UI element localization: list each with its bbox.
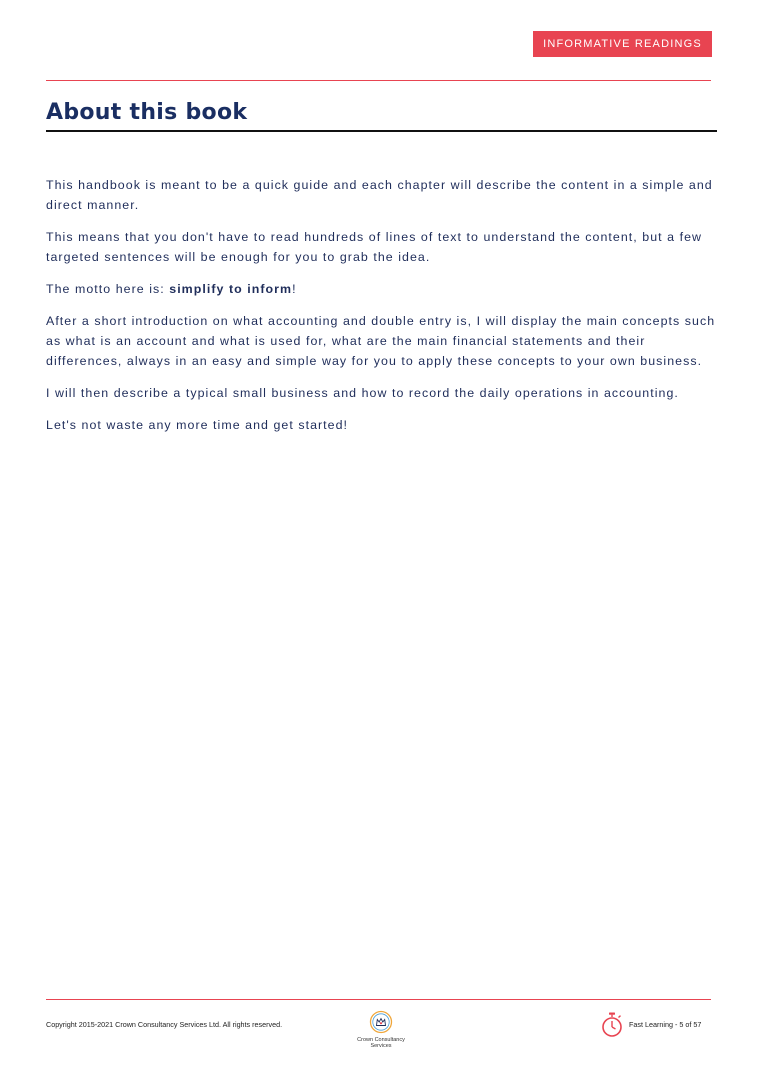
- paragraph: This handbook is meant to be a quick guide and each chapter will describe the content in a simple and direct manner.: [46, 178, 713, 212]
- section-badge-label: INFORMATIVE READINGS: [543, 38, 702, 50]
- footer-divider: [46, 999, 711, 1000]
- section-badge: [533, 31, 712, 57]
- motto-paragraph: [46, 279, 716, 299]
- company-logo: [354, 1010, 408, 1049]
- paragraph: I will then describe a typical small business and how to record the daily operations in accounting.: [46, 386, 679, 400]
- page-number: Fast Learning - 5 of 57: [629, 1020, 702, 1029]
- logo-text: [354, 1037, 408, 1049]
- page-title: About this book: [46, 100, 248, 125]
- motto-suffix: !: [292, 282, 297, 296]
- crown-consultancy-logo-icon: [369, 1010, 393, 1034]
- stopwatch-icon: [601, 1012, 623, 1043]
- paragraph: After a short introduction on what accounting and double entry is, I will display the main concepts such as what is an account and what is used for, what are the main financial statements and their differences, always in an easy and simple way for you to apply these concepts to your own business.: [46, 314, 716, 368]
- copyright-notice: Copyright 2015-2021 Crown Consultancy Services Ltd. All rights reserved.: [46, 1020, 283, 1029]
- title-underline: [46, 130, 717, 132]
- logo-text-line: Crown Consultancy: [357, 1037, 405, 1043]
- motto-prefix: The motto here is:: [46, 282, 170, 296]
- paragraph: This means that you don't have to read hundreds of lines of text to understand the content, but a few targeted sentences will be enough for you to grab the idea.: [46, 230, 703, 264]
- header-divider: [46, 80, 711, 81]
- motto-emphasis: simplify to inform: [169, 282, 293, 296]
- logo-text-line: Services: [370, 1043, 392, 1049]
- body-text: [46, 175, 716, 447]
- paragraph: Let's not waste any more time and get started!: [46, 418, 349, 432]
